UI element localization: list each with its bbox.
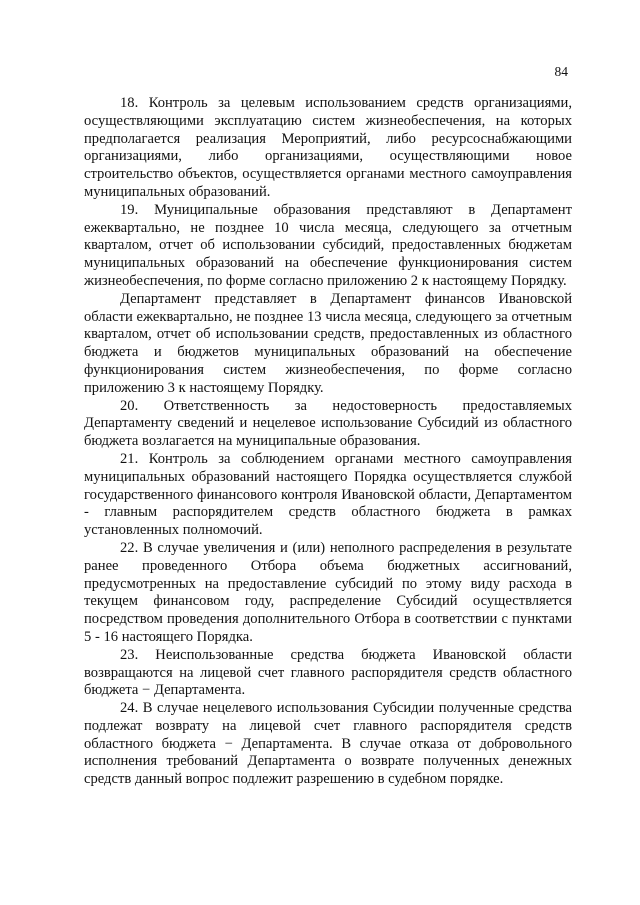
- paragraph-item-20: 20. Ответственность за недостоверность предоставляемых Департаменту сведений и нецелевое использование Субсидий из областного бюджета возлагается на муниципальные образования.: [84, 397, 572, 450]
- paragraph-item-24: 24. В случае нецелевого использования Субсидии полученные средства подлежат возврату на лицевой счет главного распорядителя средств областного бюджета − Департамента. В случае отказа от добровольного исполнения требований Департамента о возврате полученных денежных средств данный вопрос подлежит разрешению в судебном порядке.: [84, 700, 572, 788]
- document-body: [84, 95, 572, 789]
- paragraph-item-19-continuation: Департамент представляет в Департамент финансов Ивановской области ежеквартально, не позднее 13 числа месяца, следующего за отчетным кварталом, отчет об использовании средств, предоставленных из областного бюджета и бюджетов муниципальных образований на обеспечение функционирования систем жизнеобеспечения, по форме согласно приложению 3 к настоящему Порядку.: [84, 290, 572, 396]
- paragraph-item-23: 23. Неиспользованные средства бюджета Ивановской области возвращаются на лицевой счет главного распорядителя средств областного бюджета − Департамента.: [84, 646, 572, 699]
- paragraph-item-22: 22. В случае увеличения и (или) неполного распределения в результате ранее проведенного Отбора объема бюджетных ассигнований, предусмотренных на предоставление субсидий по этому виду расхода в текущем финансовом году, распределение Субсидий осуществляется посредством проведения дополнительного Отбора в соответствии с пунктами 5 - 16 настоящего Порядка.: [84, 539, 572, 645]
- paragraph-item-21: 21. Контроль за соблюдением органами местного самоуправления муниципальных образований настоящего Порядка осуществляется службой государственного финансового контроля Ивановской области, Департаментом - главным распорядителем средств областного бюджета в рамках установленных полномочий.: [84, 450, 572, 539]
- paragraph-item-18: 18. Контроль за целевым использованием средств организациями, осуществляющими эксплуатацию систем жизнеобеспечения, на которых предполагается реализация Мероприятий, либо ресурсоснабжающими организациями, либо организациями, осуществляющими новое строительство объектов, осуществляется органами местного самоуправления муниципальных образований.: [84, 95, 572, 200]
- page-number: 84: [554, 64, 568, 79]
- paragraph-item-19: 19. Муниципальные образования представляют в Департамент ежеквартально, не позднее 10 числа месяца, следующего за отчетным кварталом, отчет об использовании субсидий, предоставленных бюджетам муниципальных образований на обеспечение функционирования систем жизнеобеспечения, по форме согласно приложению 2 к настоящему Порядку.: [84, 201, 572, 289]
